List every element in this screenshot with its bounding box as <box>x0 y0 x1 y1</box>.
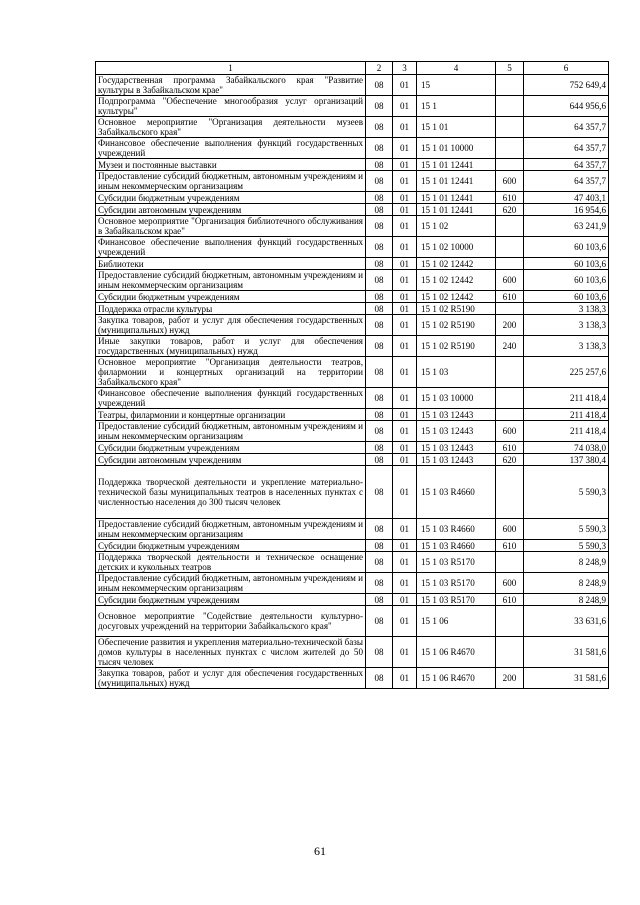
table-row <box>96 637 609 668</box>
row-name-cell: Предоставление субсидий бюджетным, автономным учреждениям и иным некоммерческим организациям <box>96 421 366 442</box>
section-code-cell: 08 <box>366 291 393 303</box>
subsection-code-cell: 01 <box>393 159 417 171</box>
header-cell-5: 5 <box>496 62 524 75</box>
subsection-code-cell: 01 <box>393 336 417 357</box>
row-name-cell: Закупка товаров, работ и услуг для обеспечения государственных (муниципальных) нужд <box>96 315 366 336</box>
target-article-cell: 15 1 01 12441 <box>417 192 496 204</box>
amount-cell: 5 590,3 <box>524 519 609 540</box>
target-article-cell: 15 1 03 R4660 <box>417 466 496 519</box>
amount-cell: 3 138,3 <box>524 303 609 315</box>
amount-cell: 8 248,9 <box>524 552 609 573</box>
target-article-cell: 15 1 02 12442 <box>417 270 496 291</box>
section-code-cell: 08 <box>366 303 393 315</box>
amount-cell: 63 241,9 <box>524 216 609 237</box>
amount-cell: 64 357,7 <box>524 171 609 192</box>
expense-type-cell <box>496 606 524 637</box>
expense-type-cell <box>496 216 524 237</box>
expense-type-cell: 240 <box>496 336 524 357</box>
expense-type-cell <box>496 552 524 573</box>
expense-type-cell: 600 <box>496 519 524 540</box>
table-row <box>96 409 609 421</box>
amount-cell: 64 357,7 <box>524 117 609 138</box>
expense-type-cell <box>496 466 524 519</box>
section-code-cell: 08 <box>366 668 393 689</box>
subsection-code-cell: 01 <box>393 442 417 454</box>
expense-type-cell <box>496 388 524 409</box>
table-row <box>96 540 609 552</box>
target-article-cell: 15 1 03 12443 <box>417 409 496 421</box>
section-code-cell: 08 <box>366 594 393 606</box>
target-article-cell: 15 1 03 10000 <box>417 388 496 409</box>
amount-cell: 225 257,6 <box>524 357 609 388</box>
subsection-code-cell: 01 <box>393 357 417 388</box>
target-article-cell: 15 1 06 R4670 <box>417 637 496 668</box>
table-row <box>96 336 609 357</box>
row-name-cell: Предоставление субсидий бюджетным, автономным учреждениям и иным некоммерческим организациям <box>96 270 366 291</box>
subsection-code-cell: 01 <box>393 421 417 442</box>
header-cell-4: 4 <box>417 62 496 75</box>
table-row <box>96 303 609 315</box>
section-code-cell: 08 <box>366 552 393 573</box>
expense-type-cell <box>496 357 524 388</box>
amount-cell: 644 956,6 <box>524 96 609 117</box>
target-article-cell: 15 1 03 12443 <box>417 442 496 454</box>
subsection-code-cell: 01 <box>393 552 417 573</box>
expense-type-cell: 610 <box>496 192 524 204</box>
subsection-code-cell: 01 <box>393 519 417 540</box>
amount-cell: 33 631,6 <box>524 606 609 637</box>
row-name-cell: Субсидии бюджетным учреждениям <box>96 540 366 552</box>
target-article-cell: 15 1 03 R4660 <box>417 519 496 540</box>
section-code-cell: 08 <box>366 336 393 357</box>
target-article-cell: 15 1 02 R5190 <box>417 315 496 336</box>
expense-type-cell: 200 <box>496 668 524 689</box>
target-article-cell: 15 1 02 R5190 <box>417 303 496 315</box>
row-name-cell: Субсидии автономным учреждениям <box>96 454 366 466</box>
target-article-cell: 15 1 03 R4660 <box>417 540 496 552</box>
section-code-cell: 08 <box>366 421 393 442</box>
expense-type-cell <box>496 303 524 315</box>
section-code-cell: 08 <box>366 388 393 409</box>
subsection-code-cell: 01 <box>393 409 417 421</box>
amount-cell: 211 418,4 <box>524 409 609 421</box>
expense-type-cell <box>496 258 524 270</box>
subsection-code-cell: 01 <box>393 668 417 689</box>
subsection-code-cell: 01 <box>393 192 417 204</box>
expense-type-cell <box>496 138 524 159</box>
row-name-cell: Государственная программа Забайкальского края "Развитие культуры в Забайкальском крае" <box>96 75 366 96</box>
row-name-cell: Поддержка отрасли культуры <box>96 303 366 315</box>
row-name-cell: Подпрограмма "Обеспечение многообразия услуг организаций культуры" <box>96 96 366 117</box>
table-row <box>96 454 609 466</box>
expense-type-cell: 610 <box>496 291 524 303</box>
table-row <box>96 315 609 336</box>
table-row <box>96 668 609 689</box>
subsection-code-cell: 01 <box>393 75 417 96</box>
section-code-cell: 08 <box>366 540 393 552</box>
row-name-cell: Театры, филармонии и концертные организации <box>96 409 366 421</box>
expense-type-cell <box>496 159 524 171</box>
header-cell-3: 3 <box>393 62 417 75</box>
target-article-cell: 15 1 06 <box>417 606 496 637</box>
row-name-cell: Иные закупки товаров, работ и услуг для обеспечения государственных (муниципальных) нужд <box>96 336 366 357</box>
table-row <box>96 75 609 96</box>
row-name-cell: Предоставление субсидий бюджетным, автономным учреждениям и иным некоммерческим организациям <box>96 519 366 540</box>
table-row <box>96 117 609 138</box>
header-cell-1: 1 <box>96 62 366 75</box>
target-article-cell: 15 1 02 10000 <box>417 237 496 258</box>
row-name-cell: Закупка товаров, работ и услуг для обеспечения государственных (муниципальных) нужд <box>96 668 366 689</box>
row-name-cell: Музеи и постоянные выставки <box>96 159 366 171</box>
subsection-code-cell: 01 <box>393 637 417 668</box>
amount-cell: 64 357,7 <box>524 138 609 159</box>
table-row <box>96 171 609 192</box>
table-row <box>96 138 609 159</box>
row-name-cell: Финансовое обеспечение выполнения функций государственных учреждений <box>96 237 366 258</box>
row-name-cell: Библиотеки <box>96 258 366 270</box>
section-code-cell: 08 <box>366 357 393 388</box>
budget-table <box>95 61 609 689</box>
amount-cell: 31 581,6 <box>524 637 609 668</box>
amount-cell: 752 649,4 <box>524 75 609 96</box>
target-article-cell: 15 1 02 12442 <box>417 258 496 270</box>
expense-type-cell: 600 <box>496 171 524 192</box>
row-name-cell: Субсидии бюджетным учреждениям <box>96 291 366 303</box>
target-article-cell: 15 1 03 12443 <box>417 421 496 442</box>
table-row <box>96 291 609 303</box>
subsection-code-cell: 01 <box>393 540 417 552</box>
expense-type-cell: 600 <box>496 421 524 442</box>
expense-type-cell <box>496 409 524 421</box>
row-name-cell: Предоставление субсидий бюджетным, автономным учреждениям и иным некоммерческим организациям <box>96 573 366 594</box>
table-body <box>96 62 609 689</box>
amount-cell: 5 590,3 <box>524 540 609 552</box>
subsection-code-cell: 01 <box>393 315 417 336</box>
subsection-code-cell: 01 <box>393 204 417 216</box>
subsection-code-cell: 01 <box>393 171 417 192</box>
subsection-code-cell: 01 <box>393 96 417 117</box>
target-article-cell: 15 1 01 12441 <box>417 159 496 171</box>
table-row <box>96 466 609 519</box>
amount-cell: 16 954,6 <box>524 204 609 216</box>
target-article-cell: 15 1 03 R5170 <box>417 594 496 606</box>
subsection-code-cell: 01 <box>393 466 417 519</box>
target-article-cell: 15 1 <box>417 96 496 117</box>
amount-cell: 211 418,4 <box>524 388 609 409</box>
amount-cell: 5 590,3 <box>524 466 609 519</box>
target-article-cell: 15 1 03 12443 <box>417 454 496 466</box>
subsection-code-cell: 01 <box>393 270 417 291</box>
subsection-code-cell: 01 <box>393 216 417 237</box>
expense-type-cell: 610 <box>496 540 524 552</box>
expense-type-cell: 620 <box>496 454 524 466</box>
expense-type-cell <box>496 637 524 668</box>
row-name-cell: Обеспечение развития и укрепления материально-технической базы домов культуры в населенных пунктах с числом жителей до 50 тысяч человек <box>96 637 366 668</box>
amount-cell: 64 357,7 <box>524 159 609 171</box>
table-row <box>96 270 609 291</box>
subsection-code-cell: 01 <box>393 606 417 637</box>
section-code-cell: 08 <box>366 171 393 192</box>
subsection-code-cell: 01 <box>393 573 417 594</box>
table-row <box>96 96 609 117</box>
header-cell-6: 6 <box>524 62 609 75</box>
target-article-cell: 15 1 02 R5190 <box>417 336 496 357</box>
section-code-cell: 08 <box>366 159 393 171</box>
expense-type-cell: 610 <box>496 594 524 606</box>
table-row <box>96 258 609 270</box>
section-code-cell: 08 <box>366 216 393 237</box>
row-name-cell: Предоставление субсидий бюджетным, автономным учреждениям и иным некоммерческим организациям <box>96 171 366 192</box>
target-article-cell: 15 1 01 10000 <box>417 138 496 159</box>
section-code-cell: 08 <box>366 258 393 270</box>
amount-cell: 31 581,6 <box>524 668 609 689</box>
expense-type-cell: 620 <box>496 204 524 216</box>
section-code-cell: 08 <box>366 454 393 466</box>
target-article-cell: 15 1 06 R4670 <box>417 668 496 689</box>
expense-type-cell <box>496 117 524 138</box>
row-name-cell: Субсидии бюджетным учреждениям <box>96 594 366 606</box>
table-row <box>96 519 609 540</box>
amount-cell: 60 103,6 <box>524 270 609 291</box>
expense-type-cell: 600 <box>496 573 524 594</box>
table-row <box>96 594 609 606</box>
amount-cell: 47 403,1 <box>524 192 609 204</box>
table-row <box>96 606 609 637</box>
row-name-cell: Финансовое обеспечение выполнения функций государственных учреждений <box>96 388 366 409</box>
section-code-cell: 08 <box>366 466 393 519</box>
amount-cell: 3 138,3 <box>524 336 609 357</box>
subsection-code-cell: 01 <box>393 291 417 303</box>
expense-type-cell: 200 <box>496 315 524 336</box>
table-row <box>96 237 609 258</box>
table-row <box>96 573 609 594</box>
expense-type-cell <box>496 96 524 117</box>
section-code-cell: 08 <box>366 237 393 258</box>
table-row <box>96 216 609 237</box>
section-code-cell: 08 <box>366 315 393 336</box>
section-code-cell: 08 <box>366 96 393 117</box>
section-code-cell: 08 <box>366 270 393 291</box>
amount-cell: 8 248,9 <box>524 573 609 594</box>
table-row <box>96 388 609 409</box>
row-name-cell: Основное мероприятие "Содействие деятельности культурно-досуговых учреждений на территории Забайкальского края" <box>96 606 366 637</box>
subsection-code-cell: 01 <box>393 258 417 270</box>
row-name-cell: Основное мероприятие "Организация деятельности музеев Забайкальского края" <box>96 117 366 138</box>
row-name-cell: Поддержка творческой деятельности и техническое оснащение детских и кукольных театров <box>96 552 366 573</box>
section-code-cell: 08 <box>366 637 393 668</box>
subsection-code-cell: 01 <box>393 237 417 258</box>
row-name-cell: Субсидии бюджетным учреждениям <box>96 442 366 454</box>
row-name-cell: Основное мероприятие "Организация библиотечного обслуживания в Забайкальском крае" <box>96 216 366 237</box>
amount-cell: 137 380,4 <box>524 454 609 466</box>
section-code-cell: 08 <box>366 442 393 454</box>
subsection-code-cell: 01 <box>393 117 417 138</box>
table-row <box>96 357 609 388</box>
subsection-code-cell: 01 <box>393 594 417 606</box>
table-row <box>96 192 609 204</box>
amount-cell: 74 038,0 <box>524 442 609 454</box>
expense-type-cell <box>496 75 524 96</box>
table-row <box>96 552 609 573</box>
section-code-cell: 08 <box>366 117 393 138</box>
target-article-cell: 15 1 03 <box>417 357 496 388</box>
section-code-cell: 08 <box>366 192 393 204</box>
table-header-row <box>96 62 609 75</box>
subsection-code-cell: 01 <box>393 388 417 409</box>
page-number: 61 <box>314 844 326 858</box>
amount-cell: 8 248,9 <box>524 594 609 606</box>
target-article-cell: 15 1 01 12441 <box>417 171 496 192</box>
amount-cell: 60 103,6 <box>524 237 609 258</box>
section-code-cell: 08 <box>366 138 393 159</box>
subsection-code-cell: 01 <box>393 138 417 159</box>
section-code-cell: 08 <box>366 75 393 96</box>
target-article-cell: 15 1 01 12441 <box>417 204 496 216</box>
row-name-cell: Финансовое обеспечение выполнения функций государственных учреждений <box>96 138 366 159</box>
table-row <box>96 204 609 216</box>
amount-cell: 60 103,6 <box>524 258 609 270</box>
header-cell-2: 2 <box>366 62 393 75</box>
row-name-cell: Основное мероприятие "Организация деятельности театров, филармонии и концертных организаций на территории Забайкальского края" <box>96 357 366 388</box>
table-row <box>96 442 609 454</box>
row-name-cell: Субсидии бюджетным учреждениям <box>96 192 366 204</box>
subsection-code-cell: 01 <box>393 303 417 315</box>
target-article-cell: 15 1 03 R5170 <box>417 573 496 594</box>
expense-type-cell: 610 <box>496 442 524 454</box>
expense-type-cell: 600 <box>496 270 524 291</box>
amount-cell: 60 103,6 <box>524 291 609 303</box>
target-article-cell: 15 1 01 <box>417 117 496 138</box>
subsection-code-cell: 01 <box>393 454 417 466</box>
row-name-cell: Поддержка творческой деятельности и укрепление материально-технической базы муниципальных театров в населенных пунктах с численностью населения до 300 тысяч человек <box>96 466 366 519</box>
section-code-cell: 08 <box>366 606 393 637</box>
section-code-cell: 08 <box>366 409 393 421</box>
amount-cell: 3 138,3 <box>524 315 609 336</box>
target-article-cell: 15 1 03 R5170 <box>417 552 496 573</box>
target-article-cell: 15 1 02 12442 <box>417 291 496 303</box>
section-code-cell: 08 <box>366 519 393 540</box>
section-code-cell: 08 <box>366 204 393 216</box>
section-code-cell: 08 <box>366 573 393 594</box>
target-article-cell: 15 <box>417 75 496 96</box>
table-row <box>96 159 609 171</box>
row-name-cell: Субсидии автономным учреждениям <box>96 204 366 216</box>
target-article-cell: 15 1 02 <box>417 216 496 237</box>
expense-type-cell <box>496 237 524 258</box>
table-row <box>96 421 609 442</box>
amount-cell: 211 418,4 <box>524 421 609 442</box>
